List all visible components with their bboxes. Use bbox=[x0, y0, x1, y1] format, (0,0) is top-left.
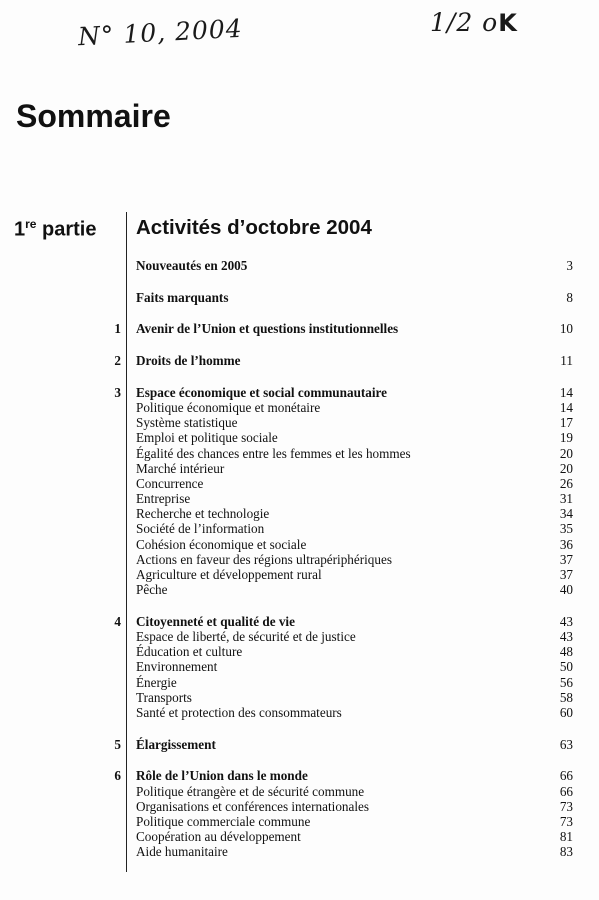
page-number: 19 bbox=[559, 430, 573, 446]
toc-entry[interactable] bbox=[0, 567, 599, 582]
entry-title: Énergie bbox=[136, 674, 177, 690]
toc-entry[interactable] bbox=[0, 705, 599, 720]
entry-title: Égalité des chances entre les femmes et les hommes bbox=[136, 445, 411, 461]
page-number: 20 bbox=[559, 460, 573, 476]
page-title: Sommaire bbox=[16, 98, 171, 134]
entry-title: Transports bbox=[136, 689, 192, 705]
entry-title: Actions en faveur des régions ultrapériphériques bbox=[136, 551, 392, 567]
toc-section-heading[interactable] bbox=[0, 353, 599, 368]
toc-entry[interactable] bbox=[0, 537, 599, 552]
toc-section bbox=[0, 737, 599, 752]
entry-title: Espace de liberté, de sécurité et de justice bbox=[136, 629, 356, 645]
entry-title: Politique commerciale commune bbox=[136, 813, 311, 829]
page-number: 31 bbox=[559, 491, 573, 507]
entry-title: Coopération au développement bbox=[136, 829, 301, 845]
section-number: 6 bbox=[114, 768, 121, 784]
section-title: Élargissement bbox=[136, 736, 216, 752]
section-number: 1 bbox=[114, 321, 121, 337]
page-number: 17 bbox=[559, 415, 573, 431]
toc-section-heading[interactable] bbox=[0, 321, 599, 336]
entry-title: Politique économique et monétaire bbox=[136, 399, 321, 415]
page-number: 10 bbox=[559, 321, 573, 337]
entry-title: Politique étrangère et de sécurité commune bbox=[136, 783, 365, 799]
page-number: 20 bbox=[559, 445, 573, 461]
page-number: 40 bbox=[559, 582, 573, 598]
entry-title: Recherche et technologie bbox=[136, 506, 270, 522]
toc-section-heading[interactable] bbox=[0, 290, 599, 305]
section-title: Espace économique et social communautaire bbox=[136, 384, 388, 400]
entry-title: Environnement bbox=[136, 659, 218, 675]
entry-title: Emploi et politique sociale bbox=[136, 430, 278, 446]
entry-title: Éducation et culture bbox=[136, 644, 243, 660]
toc-section-heading[interactable] bbox=[0, 768, 599, 783]
handwritten-ok-prefix: 1/2 o bbox=[430, 8, 499, 37]
page-number: 26 bbox=[559, 475, 573, 491]
page-number: 37 bbox=[559, 551, 573, 567]
entry-title: Concurrence bbox=[136, 475, 204, 491]
page-number: 8 bbox=[566, 289, 573, 305]
part-ordinal: re bbox=[25, 217, 37, 231]
page-number: 37 bbox=[559, 567, 573, 582]
toc-entry[interactable] bbox=[0, 476, 599, 491]
entry-title: Marché intérieur bbox=[136, 460, 225, 476]
toc-entry[interactable] bbox=[0, 675, 599, 690]
page-number: 66 bbox=[559, 783, 573, 799]
toc-entry[interactable] bbox=[0, 415, 599, 430]
section-number: 4 bbox=[114, 613, 121, 629]
toc-entry[interactable] bbox=[0, 814, 599, 829]
section-title: Avenir de l’Union et questions institutionnelles bbox=[136, 321, 399, 337]
toc-entry[interactable] bbox=[0, 690, 599, 705]
page-number: 58 bbox=[559, 689, 573, 705]
section-title: Rôle de l’Union dans le monde bbox=[136, 768, 308, 784]
toc-section bbox=[0, 290, 599, 305]
toc-entry[interactable] bbox=[0, 659, 599, 674]
entry-title: Agriculture et développement rural bbox=[136, 567, 322, 582]
page-number: 11 bbox=[560, 353, 573, 369]
toc-entry[interactable] bbox=[0, 799, 599, 814]
page-number: 73 bbox=[559, 798, 573, 814]
page-number: 43 bbox=[559, 629, 573, 645]
toc-entry[interactable] bbox=[0, 521, 599, 536]
page-number: 34 bbox=[559, 506, 573, 522]
part-suffix: partie bbox=[36, 218, 97, 241]
entry-title: Système statistique bbox=[136, 415, 238, 431]
page-number: 66 bbox=[559, 768, 573, 784]
toc-entry[interactable] bbox=[0, 491, 599, 506]
section-number: 3 bbox=[114, 384, 121, 400]
table-of-contents bbox=[0, 258, 599, 876]
part-heading: Activités d’octobre 2004 bbox=[136, 216, 372, 239]
section-number: 5 bbox=[114, 736, 121, 752]
handwritten-ok-note bbox=[430, 8, 518, 37]
entry-title: Pêche bbox=[136, 582, 168, 598]
section-number: 2 bbox=[114, 353, 121, 369]
page-number: 83 bbox=[559, 844, 573, 860]
toc-section bbox=[0, 321, 599, 336]
toc-entry[interactable] bbox=[0, 461, 599, 476]
toc-entry[interactable] bbox=[0, 446, 599, 461]
entry-title: Santé et protection des consommateurs bbox=[136, 705, 342, 720]
entry-title: Aide humanitaire bbox=[136, 844, 228, 860]
entry-title: Entreprise bbox=[136, 491, 191, 507]
page-number: 14 bbox=[559, 399, 573, 415]
entry-title: Cohésion économique et sociale bbox=[136, 536, 307, 552]
toc-entry[interactable] bbox=[0, 552, 599, 567]
toc-section-heading[interactable] bbox=[0, 258, 599, 273]
toc-section bbox=[0, 353, 599, 368]
entry-title: Organisations et conférences internationales bbox=[136, 798, 370, 814]
page-number: 14 bbox=[559, 384, 573, 400]
page-number: 81 bbox=[559, 829, 573, 845]
part-label bbox=[14, 217, 97, 242]
page-number: 50 bbox=[559, 659, 573, 675]
page-number: 43 bbox=[559, 613, 573, 629]
toc-entry[interactable] bbox=[0, 844, 599, 859]
toc-entry[interactable] bbox=[0, 629, 599, 644]
toc-section-heading[interactable] bbox=[0, 737, 599, 752]
toc-entry[interactable] bbox=[0, 430, 599, 445]
handwritten-issue-note: N° 10, 2004 bbox=[77, 13, 244, 52]
toc-entry[interactable] bbox=[0, 582, 599, 597]
toc-section-heading[interactable] bbox=[0, 385, 599, 400]
section-title: Droits de l’homme bbox=[136, 353, 241, 369]
page-number: 48 bbox=[559, 644, 573, 660]
page-number: 56 bbox=[559, 674, 573, 690]
page-number: 60 bbox=[559, 705, 573, 720]
toc-entry[interactable] bbox=[0, 829, 599, 844]
part-number: 1 bbox=[14, 218, 26, 241]
toc-entry[interactable] bbox=[0, 400, 599, 415]
toc-section bbox=[0, 258, 599, 273]
page-number: 63 bbox=[559, 736, 573, 752]
toc-section-heading[interactable] bbox=[0, 614, 599, 629]
toc-entry[interactable] bbox=[0, 506, 599, 521]
page-number: 35 bbox=[559, 521, 573, 537]
page-number: 36 bbox=[559, 536, 573, 552]
toc-entry[interactable] bbox=[0, 644, 599, 659]
section-title: Faits marquants bbox=[136, 289, 229, 305]
toc-section bbox=[0, 768, 599, 859]
toc-section bbox=[0, 385, 599, 598]
entry-title: Société de l’information bbox=[136, 521, 265, 537]
page-number: 73 bbox=[559, 813, 573, 829]
handwritten-ok-suffix: K bbox=[498, 9, 518, 37]
toc-entry[interactable] bbox=[0, 784, 599, 799]
page-number: 3 bbox=[566, 258, 573, 273]
toc-section bbox=[0, 614, 599, 720]
section-title: Nouveautés en 2005 bbox=[136, 258, 248, 273]
section-title: Citoyenneté et qualité de vie bbox=[136, 613, 295, 629]
